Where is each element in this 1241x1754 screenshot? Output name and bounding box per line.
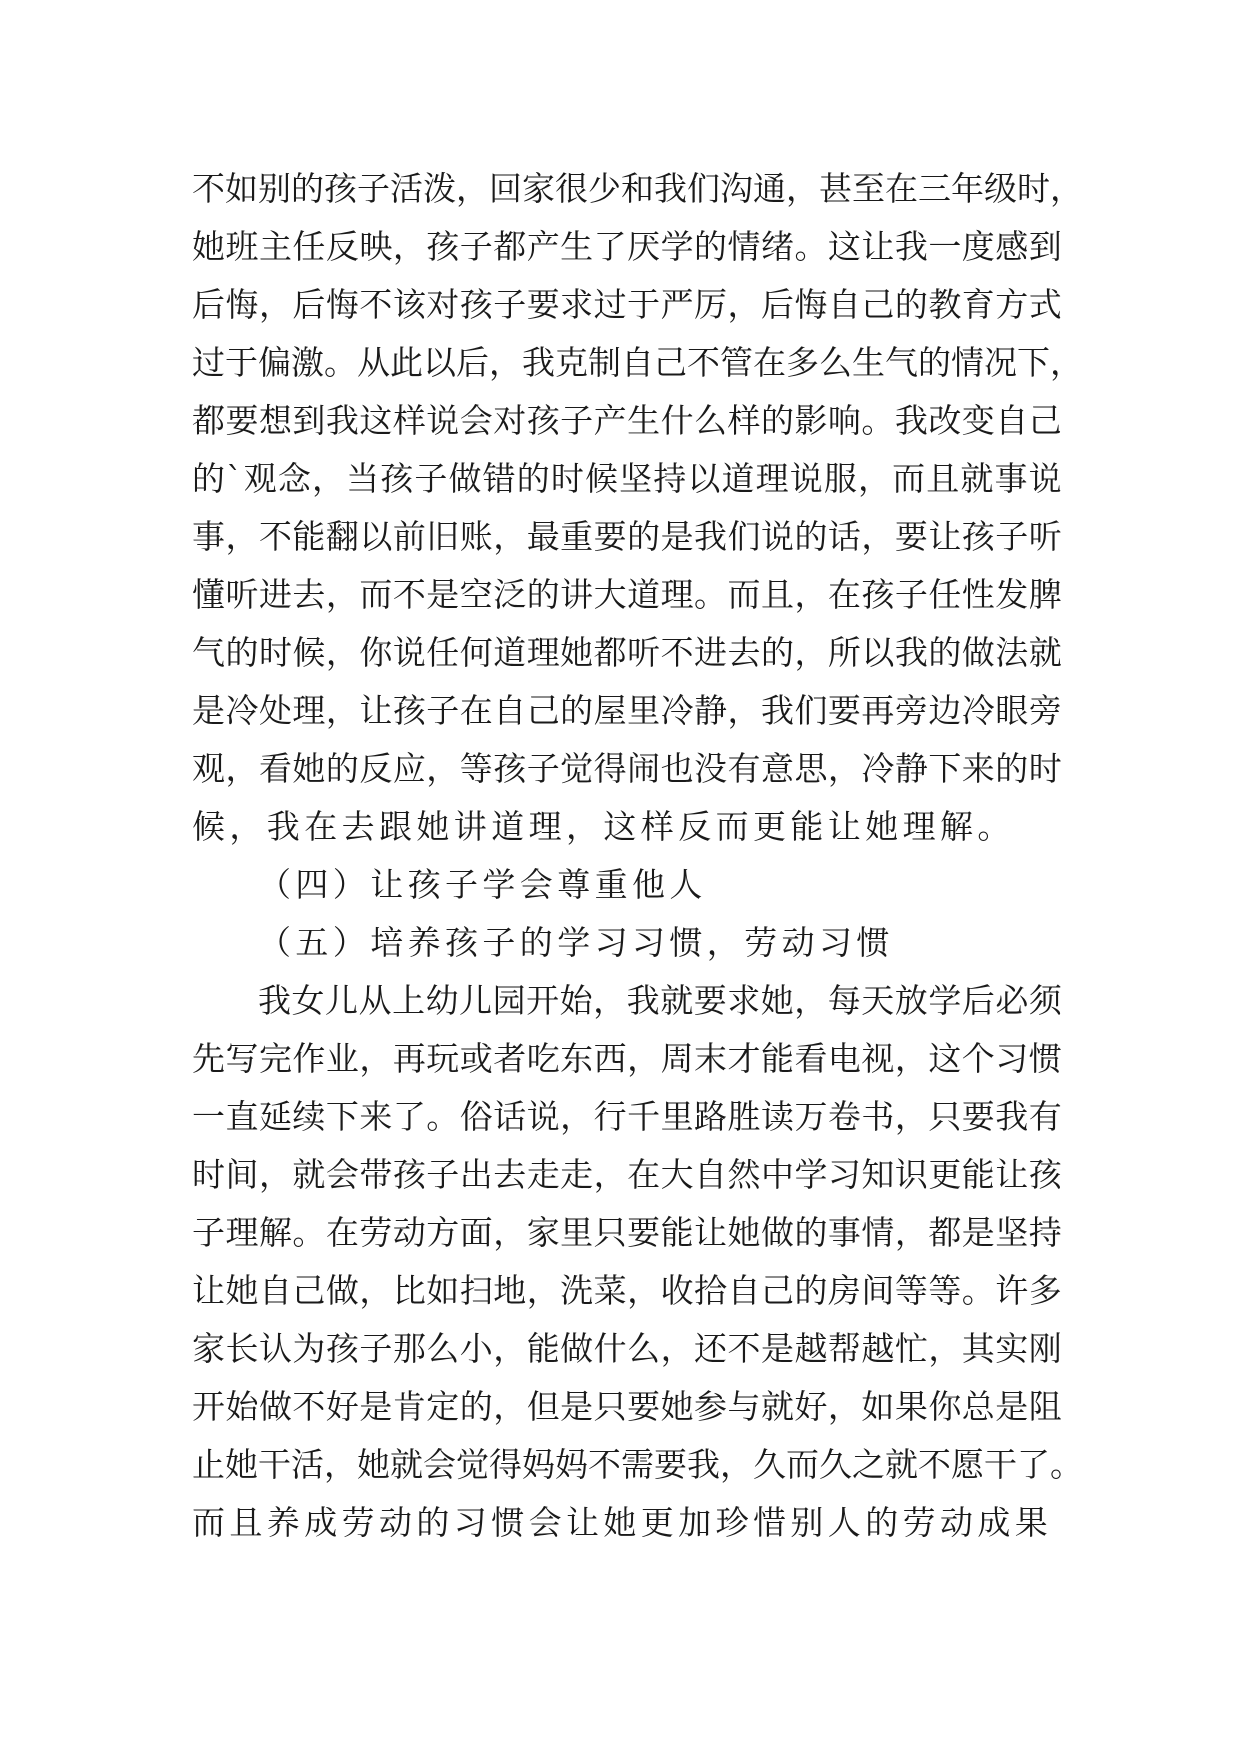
text-line: 不 如 别 的 孩 子 活 泼 ， 回 家 很 少 和 我 们 沟 通 ， 甚 至 在 三 年 级 时 ，: [192, 169, 1083, 208]
text-line: 我 女 儿 从 上 幼 儿 园 开 始 ， 我 就 要 求 她 ， 每 天 放 学 后 必 须: [258, 981, 1062, 1020]
text-line: 气 的 时 候 ， 你 说 任 何 道 理 她 都 听 不 进 去 的 ， 所 以 我 的 做 法 就: [192, 633, 1062, 672]
text-line: 都 要 想 到 我 这 样 说 会 对 孩 子 产 生 什 么 样 的 影 响 。 我 改 变 自 己: [192, 401, 1062, 440]
text-line: 而且养成劳动的习惯会让她更加珍惜别人的劳动成果: [192, 1503, 1053, 1542]
text-line: 开 始 做 不 好 是 肯 定 的 ， 但 是 只 要 她 参 与 就 好 ， 如 果 你 总 是 阻: [192, 1387, 1062, 1426]
text-line: 时 间 ， 就 会 带 孩 子 出 去 走 走 ， 在 大 自 然 中 学 习 知 识 更 能 让 孩: [192, 1155, 1062, 1194]
section-heading: （四）让孩子学会尊重他人: [258, 865, 707, 904]
body-text: [192, 160, 1083, 1552]
text-line: 止 她 干 活 ， 她 就 会 觉 得 妈 妈 不 需 要 我 ， 久 而 久 之 就 不 愿 干 了 。: [192, 1445, 1083, 1484]
text-line: 是 冷 处 理 ， 让 孩 子 在 自 己 的 屋 里 冷 静 ， 我 们 要 再 旁 边 冷 眼 旁: [192, 691, 1062, 730]
text-line: 她 班 主 任 反 映 ， 孩 子 都 产 生 了 厌 学 的 情 绪 。 这 让 我 一 度 感 到: [192, 227, 1062, 266]
text-line: 一 直 延 续 下 来 了 。 俗 话 说 ， 行 千 里 路 胜 读 万 卷 书 ， 只 要 我 有: [192, 1097, 1062, 1136]
text-line: 家 长 认 为 孩 子 那 么 小 ， 能 做 什 么 ， 还 不 是 越 帮 越 忙 ， 其 实 刚: [192, 1329, 1062, 1368]
text-line: 懂 听 进 去 ， 而 不 是 空 泛 的 讲 大 道 理 。 而 且 ， 在 孩 子 任 性 发 脾: [192, 575, 1062, 614]
text-line: 候，我在去跟她讲道理，这样反而更能让她理解。: [192, 807, 1015, 846]
text-line: 过 于 偏 激 。 从 此 以 后 ， 我 克 制 自 己 不 管 在 多 么 生 气 的 情 况 下 ，: [192, 343, 1083, 382]
text-line: 子 理 解 。 在 劳 动 方 面 ， 家 里 只 要 能 让 她 做 的 事 情 ， 都 是 坚 持: [192, 1213, 1062, 1252]
text-line: 让 她 自 己 做 ， 比 如 扫 地 ， 洗 菜 ， 收 拾 自 己 的 房 间 等 等 。 许 多: [192, 1271, 1062, 1310]
text-line: 事 ， 不 能 翻 以 前 旧 账 ， 最 重 要 的 是 我 们 说 的 话 ， 要 让 孩 子 听: [192, 517, 1062, 556]
text-line: 观 ， 看 她 的 反 应 ， 等 孩 子 觉 得 闹 也 没 有 意 思 ， 冷 静 下 来 的 时: [192, 749, 1062, 788]
section-heading: （五）培养孩子的学习习惯，劳动习惯: [258, 923, 894, 962]
text-line: 后 悔 ， 后 悔 不 该 对 孩 子 要 求 过 于 严 厉 ， 后 悔 自 己 的 教 育 方 式: [192, 285, 1062, 324]
text-line: 的 ` 观 念 ， 当 孩 子 做 错 的 时 候 坚 持 以 道 理 说 服 ， 而 且 就 事 说: [192, 459, 1062, 498]
text-line: 先 写 完 作 业 ， 再 玩 或 者 吃 东 西 ， 周 末 才 能 看 电 视 ， 这 个 习 惯: [192, 1039, 1062, 1078]
